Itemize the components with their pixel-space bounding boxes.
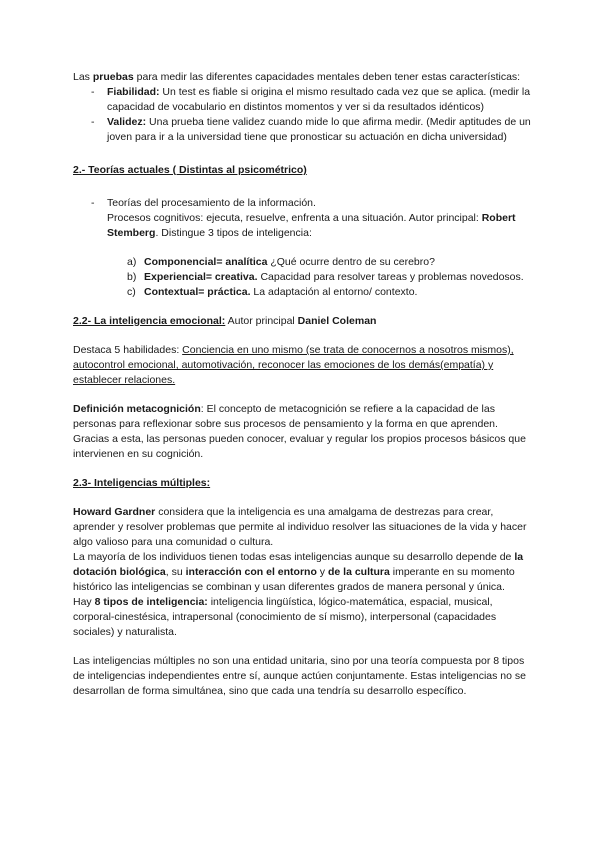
desarrollo-paragraph: La mayoría de los individuos tienen todas esas inteligencias aunque su desarrollo depende de la dotación biológica, su interacción con el entorno y de la cultura imperante en su momento histórico las inteligencias se combinan y usan diferentes grados de manera personal y única.: [73, 551, 524, 593]
section-heading-multiples: 2.3- Inteligencias múltiples:: [73, 477, 211, 489]
list-item-contextual: c) Contextual= práctica. La adaptación al entorno/ contexto.: [127, 286, 418, 298]
caracteristicas-list: [73, 85, 533, 145]
list-item-componencial: a) Componencial= analítica ¿Qué ocurre dentro de su cerebro?: [127, 256, 435, 268]
list-item-fiabilidad: - Fiabilidad: Un test es fiable si origina el mismo resultado cada vez que se aplica. (medir la capacidad de vocabulario en distintos momentos y ver si da resultados idénticos): [91, 86, 531, 113]
teorias-list: [73, 196, 533, 241]
document-page: [73, 70, 533, 699]
unitaria-paragraph: Las inteligencias múltiples no son una entidad unitaria, sino por una teoría compuesta por 8 tipos de inteligencias independientes entre sí, aunque actúen conjuntamente. Estas inteligencias no se desarrollan de forma simultánea, sino que cada una tendría su desarrollo específico.: [73, 655, 526, 697]
habilidades-paragraph: Destaca 5 habilidades: Conciencia en uno mismo (se trata de conocernos a nosotros mismos), autocontrol emocional, automotivación, reconocer las emociones de los demás(empatía) y establecer relaciones.: [73, 344, 514, 386]
list-item-experiencial: b) Experiencial= creativa. Capacidad para resolver tareas y problemas novedosos.: [127, 271, 524, 283]
section-heading-emocional: 2.2- La inteligencia emocional: Autor principal Daniel Coleman: [73, 315, 377, 327]
metacognicion-paragraph: Definición metacognición: El concepto de metacognición se refiere a la capacidad de las personas para reflexionar sobre sus procesos de pensamiento y la forma en que aprenden. Gracias a esta, las personas pueden conocer, evaluar y regular los propios procesos básicos que intervienen en su cognición.: [73, 403, 526, 460]
tipos-paragraph: Hay 8 tipos de inteligencia: inteligencia lingüística, lógico-matemática, espacial, musical, corporal-cinestésica, intrapersonal (conocimiento de sí mismo), interpersonal (capacidades sociales) y naturalista.: [73, 596, 497, 638]
tipos-inteligencia-list: [73, 255, 533, 300]
list-item-procesamiento: - Teorías del procesamiento de la información. Procesos cognitivos: ejecuta, resuelve, enfrenta a una situación. Autor principal: Robert Stemberg. Distingue 3 tipos de inteligencia:: [91, 197, 516, 239]
list-item-validez: - Validez: Una prueba tiene validez cuando mide lo que afirma medir. (Medir aptitudes de un joven para ir a la universidad tiene que pronosticar su actuación en dicha universidad): [91, 116, 531, 143]
section-heading-teorias: 2.- Teorías actuales ( Distintas al psicométrico): [73, 164, 307, 176]
intro-paragraph: Las pruebas para medir las diferentes capacidades mentales deben tener estas características:: [73, 71, 521, 83]
gardner-paragraph: Howard Gardner considera que la inteligencia es una amalgama de destrezas para crear, aprender y resolver problemas que permite al individuo resolver las situaciones de la vida y hacer algo valioso para una comunidad o cultura.: [73, 506, 527, 548]
